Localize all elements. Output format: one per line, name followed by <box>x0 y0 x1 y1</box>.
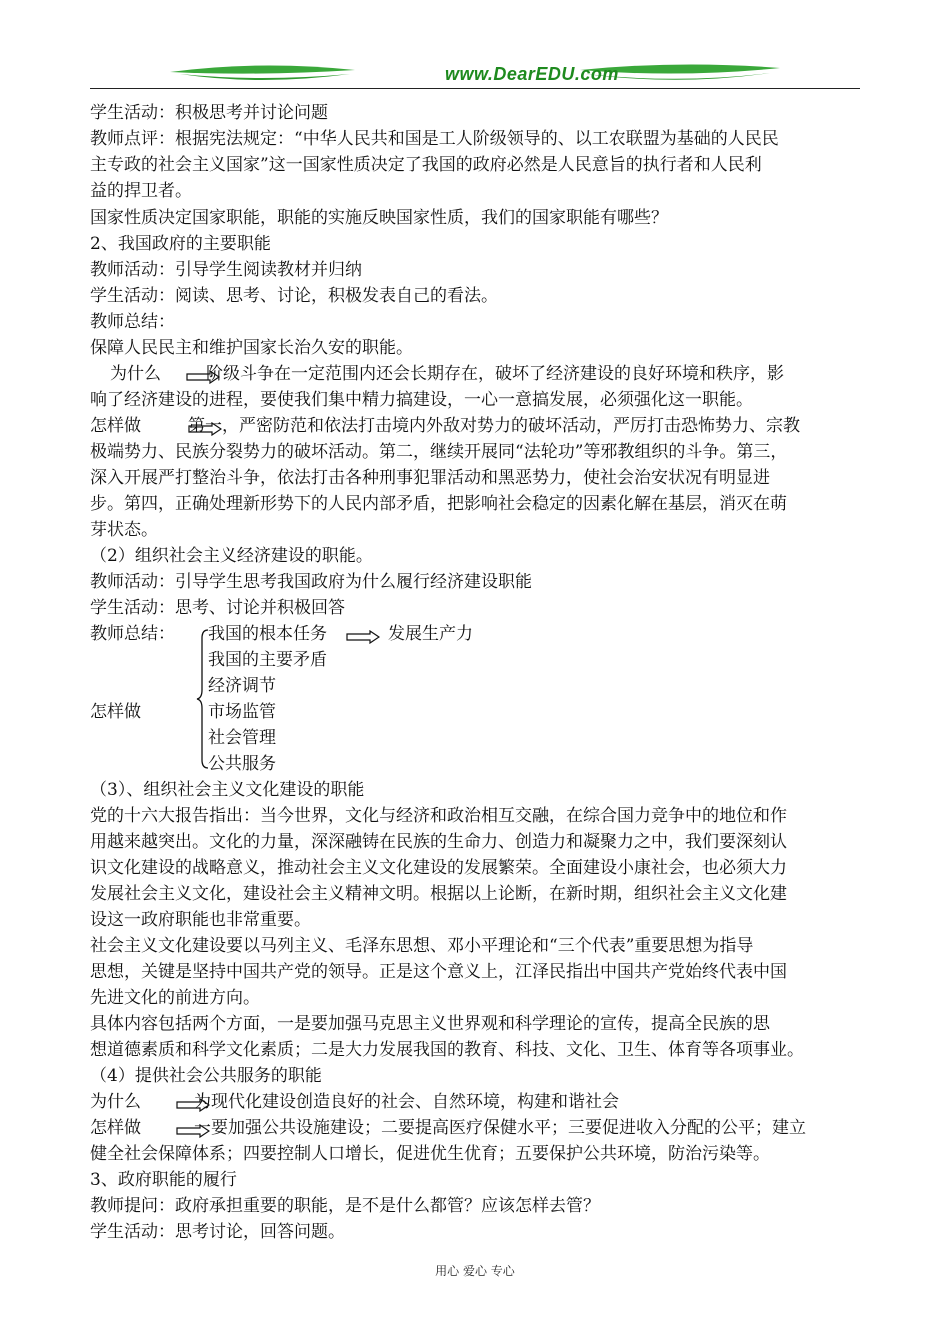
text-line: 教师总结： <box>90 312 175 332</box>
header-rule <box>90 88 860 89</box>
text-line: 芽状态。 <box>90 520 158 540</box>
text-line: 发展生产力 <box>388 624 473 644</box>
site-url-logo-text: www.DearEDU.com <box>445 64 619 84</box>
text-line: 深入开展严打整治斗争，依法打击各种刑事犯罪活动和黑恶势力，使社会治安状况有明显进 <box>90 468 770 488</box>
section-heading: （2）组织社会主义经济建设的职能。 <box>90 546 373 566</box>
text-line: 学生活动：思考讨论，回答问题。 <box>90 1222 345 1242</box>
text-line: 我国的根本任务 <box>208 624 327 644</box>
section-heading: 3、政府职能的履行 <box>90 1170 237 1190</box>
text-line: 教师点评：根据宪法规定：“中华人民共和国是工人阶级领导的、以工农联盟为基础的人民民 <box>90 129 779 149</box>
text-line: 教师活动：引导学生思考我国政府为什么履行经济建设职能 <box>90 572 532 592</box>
text-line: 思想，关键是坚持中国共产党的领导。正是这个意义上，江泽民指出中国共产党始终代表中国 <box>90 962 787 982</box>
text-line: 学生活动：阅读、思考、讨论，积极发表自己的看法。 <box>90 286 498 306</box>
text-line: 经济调节 <box>208 676 276 696</box>
text-line: 先进文化的前进方向。 <box>90 988 260 1008</box>
text-line: 主专政的社会主义国家”这一国家性质决定了我国的政府必然是人民意旨的执行者和人民利 <box>90 155 762 175</box>
text-line: 学生活动：积极思考并讨论问题 <box>90 103 328 123</box>
text-line: 想道德素质和科学文化素质；二是大力发展我国的教育、科技、文化、卫生、体育等各项事业。 <box>90 1040 804 1060</box>
label-why: 为什么 <box>90 1092 141 1112</box>
label-how: 怎样做 <box>90 1118 141 1138</box>
text-line: 党的十六大报告指出：当今世界，文化与经济和政治相互交融，在综合国力竞争中的地位和作 <box>90 806 787 826</box>
label-teacher-summary: 教师总结： <box>90 624 175 644</box>
text-line: 设这一政府职能也非常重要。 <box>90 910 311 930</box>
site-header-banner <box>90 56 860 90</box>
text-line: 识文化建设的战略意义，推动社会主义文化建设的发展繁荣。全面建设小康社会，也必须大力 <box>90 858 787 878</box>
text-line: 健全社会保障体系；四要控制人口增长，促进优生优育；五要保护公共环境，防治污染等。 <box>90 1144 770 1164</box>
text-line: 第一，严密防范和依法打击境内外敌对势力的破坏活动，严厉打击恐怖势力、宗教 <box>188 416 800 436</box>
text-line: 社会管理 <box>208 728 276 748</box>
text-line: 学生活动：思考、讨论并积极回答 <box>90 598 345 618</box>
label-how: 怎样做 <box>90 702 141 722</box>
text-line: 一要加强公共设施建设；二要提高医疗保健水平；三要促进收入分配的公平；建立 <box>194 1118 806 1138</box>
text-line: 响了经济建设的进程，要使我们集中精力搞建设，一心一意搞发展，必须强化这一职能。 <box>90 390 753 410</box>
text-line: 公共服务 <box>208 754 276 774</box>
text-line: 我国的主要矛盾 <box>208 650 327 670</box>
section-heading: 2、我国政府的主要职能 <box>90 234 271 254</box>
text-line: 教师提问：政府承担重要的职能，是不是什么都管？应该怎样去管？ <box>90 1196 600 1216</box>
label-how: 怎样做 <box>90 416 141 436</box>
text-line: 益的捍卫者。 <box>90 181 192 201</box>
text-line: 用越来越突出。文化的力量，深深融铸在民族的生命力、创造力和凝聚力之中，我们要深刻认 <box>90 832 787 852</box>
section-heading: （3）、组织社会主义文化建设的职能 <box>90 780 365 800</box>
text-line: 国家性质决定国家职能，职能的实施反映国家性质，我们的国家职能有哪些？ <box>90 208 668 228</box>
right-arrow-icon <box>346 630 380 644</box>
text-line: 市场监管 <box>208 702 276 722</box>
text-line: 具体内容包括两个方面，一是要加强马克思主义世界观和科学理论的宣传，提高全民族的思 <box>90 1014 770 1034</box>
text-line: 发展社会主义文化，建设社会主义精神文明。根据以上论断，在新时期，组织社会主义文化建 <box>90 884 787 904</box>
label-why: 为什么 <box>110 364 161 384</box>
text-line: 阶级斗争在一定范围内还会长期存在，破坏了经济建设的良好环境和秩序，影 <box>206 364 784 384</box>
text-line: 教师活动：引导学生阅读教材并归纳 <box>90 260 362 280</box>
text-line: 步。第四，正确处理新形势下的人民内部矛盾，把影响社会稳定的因素化解在基层，消灭在萌 <box>90 494 787 514</box>
text-line: 社会主义文化建设要以马列主义、毛泽东思想、邓小平理论和“三个代表”重要思想为指导 <box>90 936 754 956</box>
text-line: 保障人民民主和维护国家长治久安的职能。 <box>90 338 413 358</box>
section-heading: （4）提供社会公共服务的职能 <box>90 1066 322 1086</box>
page-footer: 用心 爱心 专心 <box>435 1264 515 1278</box>
text-line: 极端势力、民族分裂势力的破坏活动。第二，继续开展同“法轮功”等邪教组织的斗争。第三， <box>90 442 788 462</box>
text-line: 为现代化建设创造良好的社会、自然环境，构建和谐社会 <box>194 1092 619 1112</box>
